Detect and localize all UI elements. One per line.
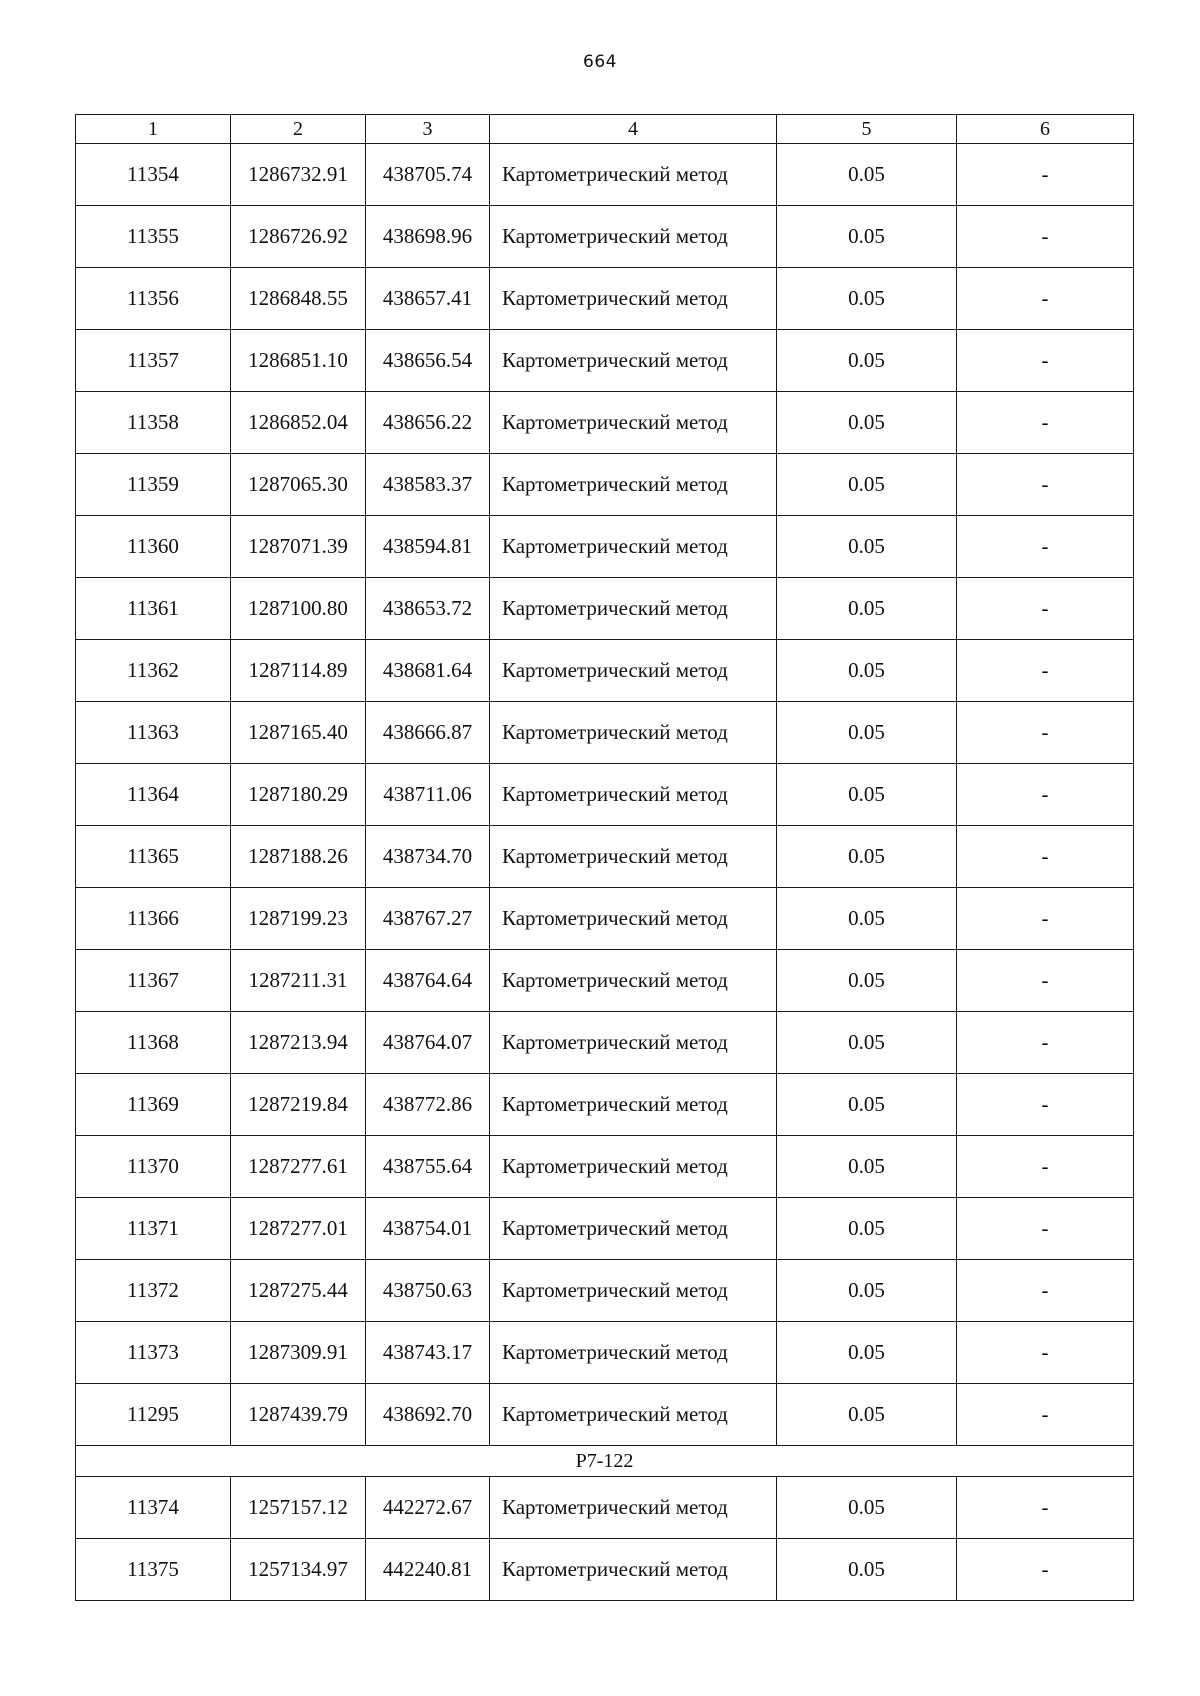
x-coordinate-cell: 1286852.04 — [231, 392, 366, 454]
x-coordinate-cell: 1287219.84 — [231, 1074, 366, 1136]
y-coordinate-cell: 438681.64 — [366, 640, 490, 702]
point-id-cell: 11367 — [76, 950, 231, 1012]
method-cell: Картометрический метод — [490, 764, 777, 826]
y-coordinate-cell: 438764.64 — [366, 950, 490, 1012]
table-row — [76, 268, 1134, 330]
point-id-cell: 11364 — [76, 764, 231, 826]
point-id-cell: 11356 — [76, 268, 231, 330]
header-cell-6: 6 — [957, 115, 1134, 144]
x-coordinate-cell: 1287071.39 — [231, 516, 366, 578]
table-row — [76, 640, 1134, 702]
method-cell: Картометрический метод — [490, 1198, 777, 1260]
header-cell-4: 4 — [490, 115, 777, 144]
point-id-cell: 11363 — [76, 702, 231, 764]
table-row — [76, 702, 1134, 764]
section-header-row — [76, 1446, 1134, 1477]
accuracy-cell: 0.05 — [777, 516, 957, 578]
y-coordinate-cell: 442240.81 — [366, 1539, 490, 1601]
table-row — [76, 1260, 1134, 1322]
accuracy-cell: 0.05 — [777, 1198, 957, 1260]
accuracy-cell: 0.05 — [777, 578, 957, 640]
header-cell-5: 5 — [777, 115, 957, 144]
method-cell: Картометрический метод — [490, 640, 777, 702]
point-id-cell: 11354 — [76, 144, 231, 206]
point-id-cell: 11365 — [76, 826, 231, 888]
y-coordinate-cell: 442272.67 — [366, 1477, 490, 1539]
note-cell: - — [957, 392, 1134, 454]
table-row — [76, 1198, 1134, 1260]
table-row — [76, 144, 1134, 206]
point-id-cell: 11371 — [76, 1198, 231, 1260]
note-cell: - — [957, 330, 1134, 392]
note-cell: - — [957, 1384, 1134, 1446]
note-cell: - — [957, 702, 1134, 764]
note-cell: - — [957, 1322, 1134, 1384]
method-cell: Картометрический метод — [490, 330, 777, 392]
method-cell: Картометрический метод — [490, 144, 777, 206]
table-row — [76, 1074, 1134, 1136]
x-coordinate-cell: 1286732.91 — [231, 144, 366, 206]
note-cell: - — [957, 888, 1134, 950]
table-row — [76, 330, 1134, 392]
accuracy-cell: 0.05 — [777, 826, 957, 888]
y-coordinate-cell: 438657.41 — [366, 268, 490, 330]
table-row — [76, 206, 1134, 268]
x-coordinate-cell: 1287165.40 — [231, 702, 366, 764]
table-row — [76, 1136, 1134, 1198]
accuracy-cell: 0.05 — [777, 702, 957, 764]
accuracy-cell: 0.05 — [777, 454, 957, 516]
method-cell: Картометрический метод — [490, 826, 777, 888]
table-row — [76, 578, 1134, 640]
table-row — [76, 392, 1134, 454]
point-id-cell: 11362 — [76, 640, 231, 702]
note-cell: - — [957, 764, 1134, 826]
accuracy-cell: 0.05 — [777, 1260, 957, 1322]
note-cell: - — [957, 268, 1134, 330]
y-coordinate-cell: 438666.87 — [366, 702, 490, 764]
note-cell: - — [957, 1477, 1134, 1539]
note-cell: - — [957, 826, 1134, 888]
point-id-cell: 11361 — [76, 578, 231, 640]
y-coordinate-cell: 438711.06 — [366, 764, 490, 826]
note-cell: - — [957, 516, 1134, 578]
table-row — [76, 454, 1134, 516]
point-id-cell: 11373 — [76, 1322, 231, 1384]
coordinates-table — [75, 114, 1134, 1601]
table-row — [76, 1322, 1134, 1384]
accuracy-cell: 0.05 — [777, 206, 957, 268]
point-id-cell: 11358 — [76, 392, 231, 454]
x-coordinate-cell: 1287213.94 — [231, 1012, 366, 1074]
accuracy-cell: 0.05 — [777, 1477, 957, 1539]
table-row — [76, 950, 1134, 1012]
x-coordinate-cell: 1287180.29 — [231, 764, 366, 826]
accuracy-cell: 0.05 — [777, 1074, 957, 1136]
accuracy-cell: 0.05 — [777, 640, 957, 702]
method-cell: Картометрический метод — [490, 1477, 777, 1539]
method-cell: Картометрический метод — [490, 516, 777, 578]
y-coordinate-cell: 438767.27 — [366, 888, 490, 950]
point-id-cell: 11359 — [76, 454, 231, 516]
x-coordinate-cell: 1286851.10 — [231, 330, 366, 392]
note-cell: - — [957, 578, 1134, 640]
header-cell-3: 3 — [366, 115, 490, 144]
accuracy-cell: 0.05 — [777, 330, 957, 392]
x-coordinate-cell: 1257157.12 — [231, 1477, 366, 1539]
y-coordinate-cell: 438743.17 — [366, 1322, 490, 1384]
method-cell: Картометрический метод — [490, 1539, 777, 1601]
point-id-cell: 11360 — [76, 516, 231, 578]
table-row — [76, 1477, 1134, 1539]
note-cell: - — [957, 206, 1134, 268]
y-coordinate-cell: 438698.96 — [366, 206, 490, 268]
x-coordinate-cell: 1287188.26 — [231, 826, 366, 888]
point-id-cell: 11369 — [76, 1074, 231, 1136]
note-cell: - — [957, 950, 1134, 1012]
point-id-cell: 11368 — [76, 1012, 231, 1074]
note-cell: - — [957, 1198, 1134, 1260]
header-row — [76, 115, 1134, 144]
header-cell-1: 1 — [76, 115, 231, 144]
table-row — [76, 1539, 1134, 1601]
method-cell: Картометрический метод — [490, 1384, 777, 1446]
point-id-cell: 11366 — [76, 888, 231, 950]
accuracy-cell: 0.05 — [777, 268, 957, 330]
x-coordinate-cell: 1287277.01 — [231, 1198, 366, 1260]
point-id-cell: 11372 — [76, 1260, 231, 1322]
x-coordinate-cell: 1287114.89 — [231, 640, 366, 702]
accuracy-cell: 0.05 — [777, 1384, 957, 1446]
note-cell: - — [957, 640, 1134, 702]
point-id-cell: 11375 — [76, 1539, 231, 1601]
table-row — [76, 1012, 1134, 1074]
y-coordinate-cell: 438734.70 — [366, 826, 490, 888]
accuracy-cell: 0.05 — [777, 1322, 957, 1384]
table-row — [76, 888, 1134, 950]
point-id-cell: 11295 — [76, 1384, 231, 1446]
method-cell: Картометрический метод — [490, 206, 777, 268]
page-number: 664 — [583, 52, 617, 72]
y-coordinate-cell: 438656.22 — [366, 392, 490, 454]
note-cell: - — [957, 1074, 1134, 1136]
x-coordinate-cell: 1287275.44 — [231, 1260, 366, 1322]
method-cell: Картометрический метод — [490, 268, 777, 330]
method-cell: Картометрический метод — [490, 1074, 777, 1136]
method-cell: Картометрический метод — [490, 950, 777, 1012]
table-row — [76, 764, 1134, 826]
method-cell: Картометрический метод — [490, 1012, 777, 1074]
note-cell: - — [957, 1136, 1134, 1198]
method-cell: Картометрический метод — [490, 1260, 777, 1322]
section-label: Р7-122 — [76, 1446, 1134, 1477]
accuracy-cell: 0.05 — [777, 888, 957, 950]
y-coordinate-cell: 438772.86 — [366, 1074, 490, 1136]
accuracy-cell: 0.05 — [777, 1539, 957, 1601]
y-coordinate-cell: 438692.70 — [366, 1384, 490, 1446]
method-cell: Картометрический метод — [490, 1136, 777, 1198]
method-cell: Картометрический метод — [490, 578, 777, 640]
method-cell: Картометрический метод — [490, 454, 777, 516]
point-id-cell: 11355 — [76, 206, 231, 268]
note-cell: - — [957, 1012, 1134, 1074]
table-row — [76, 1384, 1134, 1446]
y-coordinate-cell: 438755.64 — [366, 1136, 490, 1198]
y-coordinate-cell: 438656.54 — [366, 330, 490, 392]
y-coordinate-cell: 438754.01 — [366, 1198, 490, 1260]
y-coordinate-cell: 438594.81 — [366, 516, 490, 578]
x-coordinate-cell: 1287100.80 — [231, 578, 366, 640]
accuracy-cell: 0.05 — [777, 144, 957, 206]
x-coordinate-cell: 1286848.55 — [231, 268, 366, 330]
x-coordinate-cell: 1287211.31 — [231, 950, 366, 1012]
point-id-cell: 11357 — [76, 330, 231, 392]
y-coordinate-cell: 438653.72 — [366, 578, 490, 640]
x-coordinate-cell: 1257134.97 — [231, 1539, 366, 1601]
accuracy-cell: 0.05 — [777, 392, 957, 454]
x-coordinate-cell: 1287065.30 — [231, 454, 366, 516]
method-cell: Картометрический метод — [490, 1322, 777, 1384]
method-cell: Картометрический метод — [490, 888, 777, 950]
table-row — [76, 826, 1134, 888]
accuracy-cell: 0.05 — [777, 764, 957, 826]
y-coordinate-cell: 438583.37 — [366, 454, 490, 516]
y-coordinate-cell: 438764.07 — [366, 1012, 490, 1074]
accuracy-cell: 0.05 — [777, 1012, 957, 1074]
note-cell: - — [957, 454, 1134, 516]
x-coordinate-cell: 1286726.92 — [231, 206, 366, 268]
table-body — [76, 115, 1134, 1601]
note-cell: - — [957, 144, 1134, 206]
accuracy-cell: 0.05 — [777, 1136, 957, 1198]
header-cell-2: 2 — [231, 115, 366, 144]
x-coordinate-cell: 1287309.91 — [231, 1322, 366, 1384]
y-coordinate-cell: 438705.74 — [366, 144, 490, 206]
note-cell: - — [957, 1260, 1134, 1322]
x-coordinate-cell: 1287199.23 — [231, 888, 366, 950]
point-id-cell: 11374 — [76, 1477, 231, 1539]
y-coordinate-cell: 438750.63 — [366, 1260, 490, 1322]
point-id-cell: 11370 — [76, 1136, 231, 1198]
method-cell: Картометрический метод — [490, 392, 777, 454]
table-row — [76, 516, 1134, 578]
x-coordinate-cell: 1287277.61 — [231, 1136, 366, 1198]
x-coordinate-cell: 1287439.79 — [231, 1384, 366, 1446]
method-cell: Картометрический метод — [490, 702, 777, 764]
accuracy-cell: 0.05 — [777, 950, 957, 1012]
note-cell: - — [957, 1539, 1134, 1601]
